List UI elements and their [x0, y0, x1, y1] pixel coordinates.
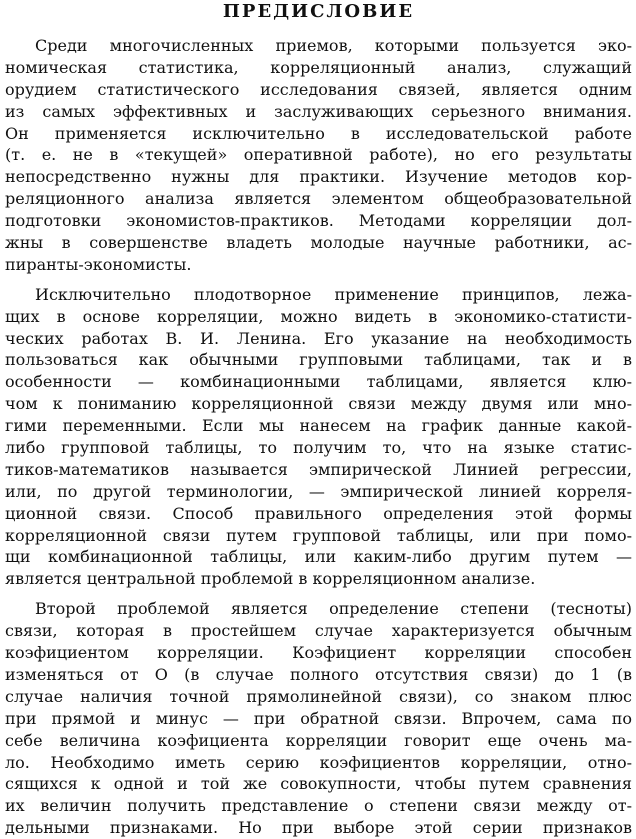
text-line: Исключительно плодотворное применение принципов, лежа-	[35, 284, 632, 304]
text-line: из самых эффективных и заслуживающих серьезного внимания.	[5, 101, 632, 121]
text-line: Второй проблемой является определение степени (тесноты)	[35, 599, 632, 619]
text-line: (т. е. не в «текущей» оперативной работе), но его результаты	[5, 145, 632, 165]
text-line: или, по другой терминологии, — эмпирической линией корреля-	[5, 481, 632, 501]
paragraph	[5, 598, 632, 839]
text-line: непосредственно нужны для практики. Изучение методов кор-	[5, 167, 632, 187]
paragraph	[5, 284, 632, 590]
text-line: Он применяется исключительно в исследовательской работе	[5, 123, 632, 143]
text-line: гими переменными. Если мы нанесем на график данные какой-	[5, 416, 632, 436]
text-line: их величин получить представление о степени связи между от-	[5, 796, 632, 816]
text-line: особенности — комбинационными таблицами, является клю-	[5, 372, 632, 392]
text-line: пиранты-экономисты.	[5, 254, 192, 274]
text-line: щих в основе корреляции, можно видеть в экономико-статисти-	[5, 306, 632, 326]
text-line: случае наличия точной прямолинейной связи), со знаком плюс	[5, 686, 632, 706]
text-line: щи комбинационной таблицы, или каким-либо другим путем —	[5, 547, 632, 567]
text-line: Среди многочисленных приемов, которыми пользуется эко-	[35, 36, 632, 55]
text-line: коэфициентом корреляции. Коэфициент корреляции способен	[5, 643, 632, 663]
body-text	[5, 35, 632, 839]
text-line: является центральной проблемой в корреляционном анализе.	[5, 569, 536, 589]
text-line: орудием статистического исследования связей, является одним	[5, 79, 632, 99]
text-line: номическая статистика, корреляционный анализ, служащий	[5, 57, 632, 77]
text-line: дельными признаками. Но при выборе этой серии признаков	[5, 818, 632, 838]
text-line: пользоваться как обычными групповыми таблицами, так и в	[5, 350, 632, 370]
text-line: при прямой и минус — при обратной связи. Впрочем, сама по	[5, 708, 632, 728]
text-line: реляционного анализа является элементом общеобразовательной	[5, 189, 632, 209]
text-line: ческих работах В. И. Ленина. Его указание на необходимость	[5, 328, 632, 348]
text-line: ло. Необходимо иметь серию коэфициентов корреляции, отно-	[5, 752, 632, 772]
text-line: жны в совершенстве владеть молодые научные работники, ас-	[5, 233, 632, 253]
text-line: сящихся к одной и той же совокупности, чтобы путем сравнения	[5, 774, 632, 794]
text-line: подготовки экономистов-практиков. Методами корреляции дол-	[5, 211, 632, 231]
text-line: себе величина коэфициента корреляции говорит еще очень ма-	[5, 730, 632, 750]
paragraph	[5, 35, 632, 276]
text-line: либо групповой таблицы, то получим то, что на языке статис-	[5, 438, 632, 458]
text-line: тиков-математиков называется эмпирической Линией регрессии,	[5, 459, 632, 479]
page-title: ПРЕДИСЛОВИЕ	[222, 1, 415, 22]
text-line: изменяться от О (в случае полного отсутствия связи) до 1 (в	[5, 664, 632, 684]
text-line: ционной связи. Способ правильного определения этой формы	[5, 503, 632, 523]
text-line: чом к пониманию корреляционной связи между двумя или мно-	[5, 394, 632, 414]
text-line: связи, которая в простейшем случае характеризуется обычным	[5, 621, 632, 641]
text-line: корреляционной связи путем групповой таблицы, или при помо-	[5, 525, 632, 545]
